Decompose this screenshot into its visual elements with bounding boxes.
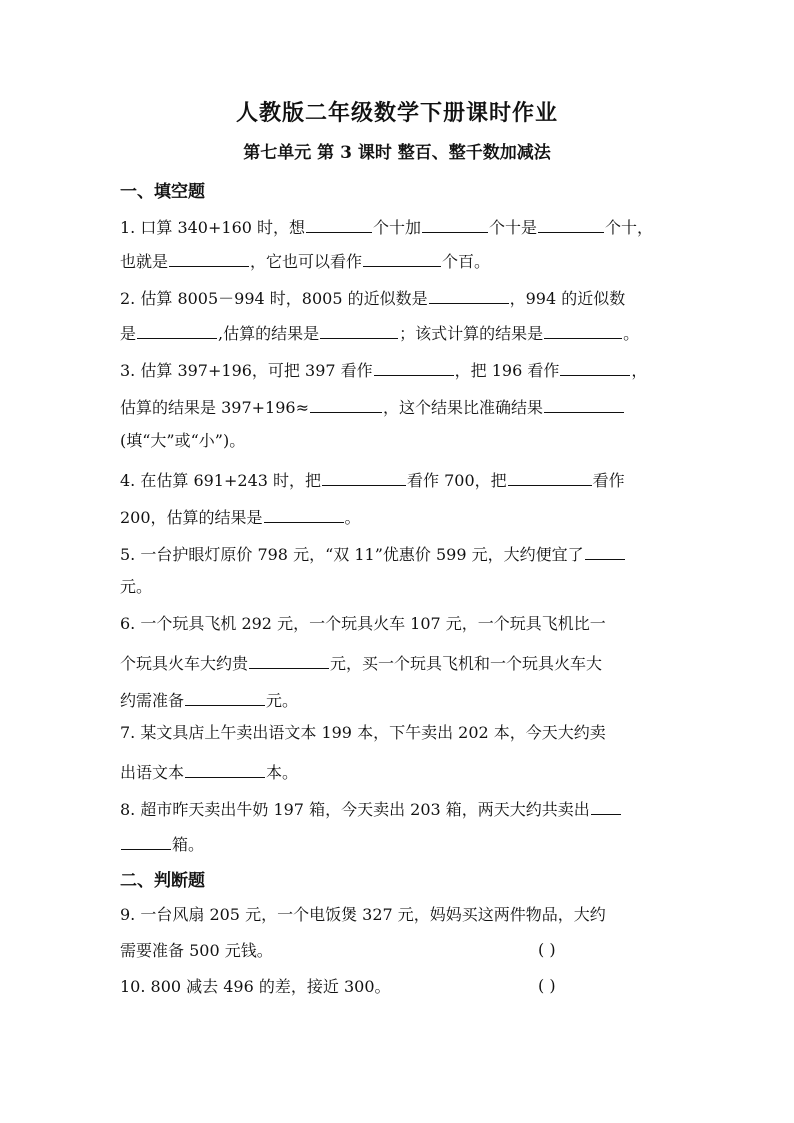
q9-text-a: 9. 一台风扇 205 元，一个电饭煲 327 元，妈妈买这两件物品，大约	[120, 905, 606, 924]
q2-line2	[120, 320, 639, 345]
q2-text-c: 是	[120, 324, 137, 343]
q3-line2	[120, 394, 625, 419]
q3-text-c: ，	[631, 361, 648, 380]
q10-answer-paren[interactable]: ( )	[538, 976, 556, 995]
q1-line1	[120, 214, 653, 239]
q6-blank1[interactable]	[249, 650, 329, 669]
page-subtitle: 第七单元 第 3 课时 整百、整千数加减法	[243, 143, 551, 163]
q2-blank2[interactable]	[137, 320, 217, 339]
q9-line2	[120, 940, 273, 962]
q1-blank2[interactable]	[422, 214, 488, 233]
q10-line1	[120, 976, 391, 998]
section-fill-heading: 一、填空题	[120, 182, 205, 202]
q4-line2	[120, 504, 361, 529]
q3-blank4[interactable]	[544, 394, 624, 413]
q3-blank3[interactable]	[310, 394, 382, 413]
q8-line1	[120, 796, 622, 821]
q1-text-g: 个百。	[442, 252, 491, 271]
q4-text-a: 4. 在估算 691+243 时，把	[120, 471, 322, 490]
q4-text-e: 。	[344, 508, 361, 527]
q4-text-d: 200，估算的结果是	[120, 508, 263, 527]
q3-line3	[120, 430, 245, 452]
q8-text-a: 8. 超市昨天卖出牛奶 197 箱，今天卖出 203 箱，两天大约共卖出	[120, 800, 590, 819]
q7-line2	[120, 759, 298, 784]
q5-blank1[interactable]	[585, 541, 625, 560]
q2-blank3[interactable]	[320, 320, 398, 339]
q2-text-f: 。	[623, 324, 640, 343]
q1-blank5[interactable]	[363, 248, 441, 267]
q1-text-e: 也就是	[120, 252, 169, 271]
q6-text-a: 6. 一个玩具飞机 292 元，一个玩具火车 107 元，一个玩具飞机比一	[120, 614, 606, 633]
q5-text-b: 元。	[120, 577, 153, 596]
q2-text-b: ，994 的近似数	[509, 289, 626, 308]
q9-text-b: 需要准备 500 元钱。	[120, 941, 273, 960]
q4-blank1[interactable]	[322, 467, 406, 486]
q2-blank4[interactable]	[544, 320, 622, 339]
q6-blank2[interactable]	[185, 687, 265, 706]
q2-text-e: ；该式计算的结果是	[399, 324, 544, 343]
q4-text-b: 看作 700，把	[407, 471, 507, 490]
q7-blank1[interactable]	[185, 759, 265, 778]
q8-blank1-end[interactable]	[121, 831, 171, 850]
q6-line1	[120, 613, 606, 635]
q7-line1	[120, 722, 606, 744]
q7-text-b: 出语文本	[120, 763, 185, 782]
q4-blank3[interactable]	[264, 504, 344, 523]
q4-line1	[120, 467, 625, 492]
q3-text-d: 估算的结果是 397+196≈	[120, 398, 309, 417]
q3-text-b: ，把 196 看作	[454, 361, 560, 380]
q2-blank1[interactable]	[429, 285, 509, 304]
q10-text-a: 10. 800 减去 496 的差，接近 300。	[120, 977, 391, 996]
q1-text-b: 个十加	[373, 218, 422, 237]
q3-text-f: (填“大”或“小”)。	[120, 431, 246, 450]
q2-line1	[120, 285, 625, 310]
q8-line2	[120, 831, 204, 856]
q1-blank4[interactable]	[169, 248, 249, 267]
section-judge-heading: 二、判断题	[120, 871, 205, 891]
q4-text-c: 看作	[592, 471, 625, 490]
q4-blank2[interactable]	[508, 467, 592, 486]
page-title: 人教版二年级数学下册课时作业	[235, 100, 558, 126]
q2-text-d: ,估算的结果是	[218, 324, 320, 343]
q1-text-a: 1. 口算 340+160 时，想	[120, 218, 306, 237]
q6-text-d: 约需准备	[120, 691, 185, 710]
q3-blank2[interactable]	[560, 357, 630, 376]
q8-text-b: 箱。	[172, 835, 205, 854]
q3-text-a: 3. 估算 397+196，可把 397 看作	[120, 361, 373, 380]
q7-text-c: 本。	[266, 763, 299, 782]
q1-blank1[interactable]	[306, 214, 372, 233]
q1-text-f: ，它也可以看作	[250, 252, 363, 271]
q3-line1	[120, 357, 647, 382]
q3-text-e: ，这个结果比准确结果	[382, 398, 543, 417]
q2-text-a: 2. 估算 8005－994 时，8005 的近似数是	[120, 289, 428, 308]
q9-line1	[120, 904, 606, 926]
q6-text-b: 个玩具火车大约贵	[120, 654, 249, 673]
q1-line2	[120, 248, 490, 273]
q1-text-d: 个十，	[605, 218, 654, 237]
q5-line2	[120, 576, 152, 598]
q3-blank1[interactable]	[374, 357, 454, 376]
q6-text-c: 元，买一个玩具飞机和一个玩具火车大	[330, 654, 603, 673]
q6-line3	[120, 687, 298, 712]
q5-text-a: 5. 一台护眼灯原价 798 元，“双 11”优惠价 599 元，大约便宜了	[120, 545, 584, 564]
q6-line2	[120, 650, 602, 675]
q8-blank1-start[interactable]	[591, 796, 621, 815]
q6-text-e: 元。	[266, 691, 299, 710]
q7-text-a: 7. 某文具店上午卖出语文本 199 本，下午卖出 202 本，今天大约卖	[120, 723, 606, 742]
q1-text-c: 个十是	[489, 218, 538, 237]
q5-line1	[120, 541, 626, 566]
q1-blank3[interactable]	[538, 214, 604, 233]
q9-answer-paren[interactable]: ( )	[538, 940, 556, 959]
